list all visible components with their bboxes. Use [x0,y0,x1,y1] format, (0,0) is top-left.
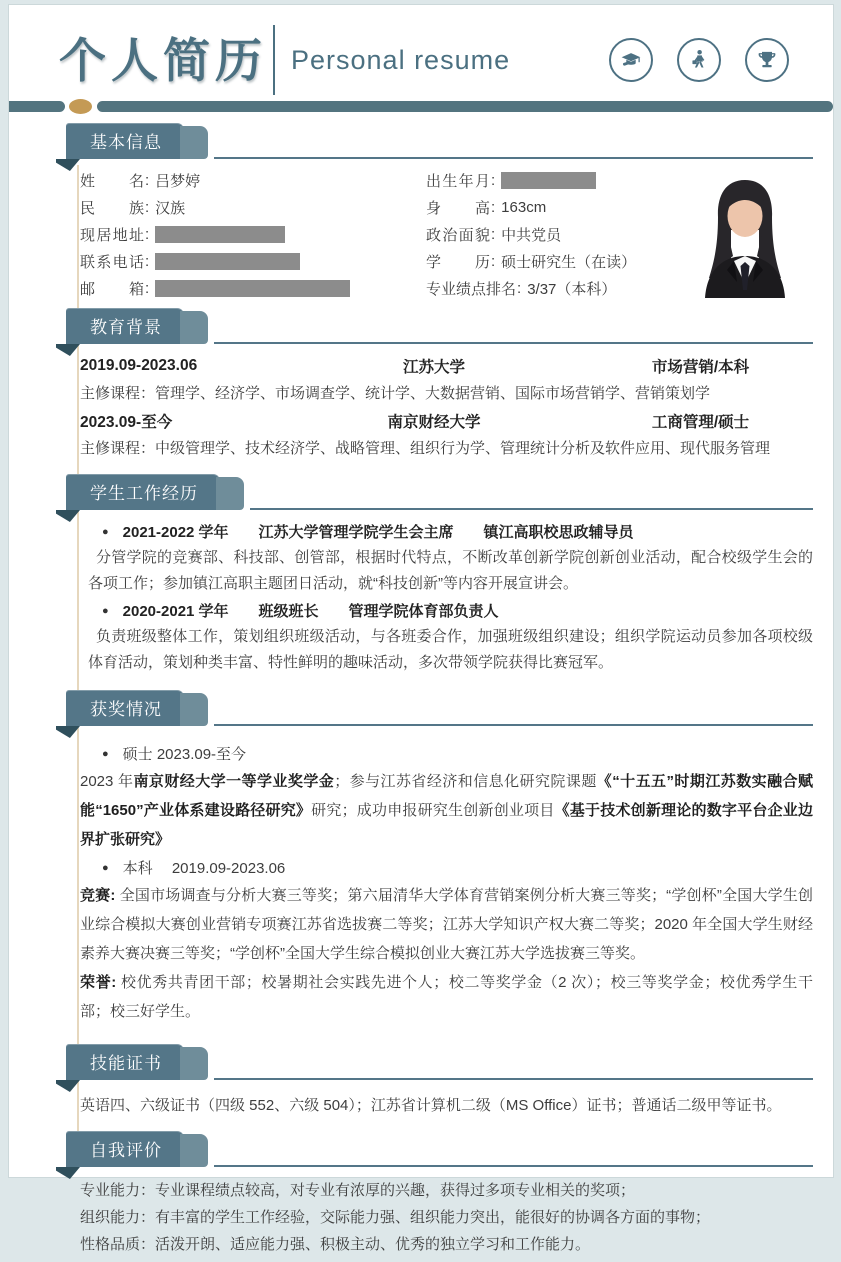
awards-competitions: 竞赛: 全国市场调查与分析大赛三等奖；第六届清华大学体育营销案例分析大赛三等奖；“学创杯”全国大学生创业综合模拟大赛创业营销专项赛江苏省选拔赛二等奖；江苏大学知识产权大赛二等奖；2020 年全国大学生财经素养大赛决赛三等奖；“学创杯”全国大学生综合模拟创业大赛江苏大学选拔赛三等奖。 [80,887,813,962]
resume-page [8,4,834,1253]
education-row [80,407,813,435]
bullet-icon: ● [102,604,109,617]
resume-content [9,123,833,1262]
section-basic-info [66,123,813,306]
name-value: 吕梦婷 [155,173,201,190]
basic-info-left-column [80,167,426,302]
field-email: 邮箱 : [80,275,426,302]
section-rule [214,157,813,159]
education-period: 2023.09-至今 [80,414,173,431]
field-address: 现居地址 : [80,221,426,248]
field-ethnicity: 民族 : 汉族 [80,199,186,217]
field-name: 姓名 : 吕梦婷 [80,172,201,190]
page-subtitle: Personal resume [291,44,511,75]
section-education [66,308,813,466]
section-title-student-work: 学生工作经历 [66,474,220,510]
education-row [80,352,813,380]
education-school: 江苏大学 [402,359,465,376]
gpa-rank-value: 3/37（本科） [527,281,617,298]
education-major: 市场营销/本科 [651,359,750,376]
email-redaction [155,280,350,297]
banner-bar [9,99,833,115]
page-title: 个人简历 [59,33,267,87]
degree-value: 硕士研究生（在读） [501,254,637,271]
awards-master-body: 2023 年南京财经大学一等学业奖学金；参与江苏省经济和信息化研究院课题《“十五五”时期江苏数实融合赋能“1650”产业体系建设路径研究》研究；成功申报研究生创新创业项目《基于技术创新理论的数字平台企业边界扩张研究》 [80,773,813,848]
section-self-evaluation [66,1131,813,1262]
political-status-value: 中共党员 [501,227,562,244]
field-birth-date: 出生年月 : [426,167,691,194]
work-entry-detail: 负责班级整体工作，策划组织班级活动，与各班委合作，加强班级组织建设；组织学院运动员参加各项校级体育活动，策划种类丰富、特性鲜明的趣味活动，多次带领学院获得比赛冠军。 [88,628,813,671]
field-political-status: 政治面貌 : 中共党员 [426,226,562,244]
section-title-basic-info: 基本信息 [66,123,184,159]
title-divider [273,25,275,95]
id-photo [697,170,793,298]
bullet-icon: ● [102,525,109,538]
section-title-awards: 获奖情况 [66,690,184,726]
field-phone: 联系电话 : [80,248,426,275]
work-entry-headline: ● 2021-2022 学年 江苏大学管理学院学生会主席 镇江高职校思政辅导员 [102,524,634,541]
self-evaluation-line: 性格品质：活泼开朗、适应能力强、积极主动、优秀的独立学习和工作能力。 [80,1236,591,1253]
field-gpa-rank: 专业绩点排名 : 3/37（本科） [426,280,617,298]
section-awards [66,690,813,1030]
birth-date-redaction [501,172,596,189]
bullet-icon: ● [102,861,109,874]
section-title-education: 教育背景 [66,308,184,344]
education-courses: 主修课程：中级管理学、技术经济学、战略管理、组织行为学、管理统计分析及软件应用、现代服务管理 [80,440,771,457]
bullet-icon: ● [102,747,109,760]
field-height: 身高 : 163cm [426,199,547,217]
section-rule [214,724,813,726]
work-entry-detail: 分管学院的竞赛部、科技部、创管部，根据时代特点，不断改革创新学院创新创业活动，配合校级学生会的各项工作；参加镇江高职主题团日活动，就“科技创新”等内容开展宣讲会。 [88,549,813,592]
basic-info-right-column [426,167,691,302]
education-period: 2019.09-2023.06 [80,357,198,374]
section-title-certificates: 技能证书 [66,1044,184,1080]
section-rule [250,508,813,510]
businessman-icon [677,38,721,82]
banner-segment-main [97,101,833,112]
self-evaluation-line: 组织能力：有丰富的学生工作经验，交际能力强、组织能力突出，能很好的协调各方面的事物； [80,1209,711,1226]
ethnicity-value: 汉族 [155,200,186,217]
section-rule [214,342,813,344]
work-entry-headline: ● 2020-2021 学年 班级班长 管理学院体育部负责人 [102,603,499,620]
graduation-cap-icon [609,38,653,82]
header-icons [609,38,789,82]
self-evaluation-line: 专业能力：专业课程绩点较高，对专业有浓厚的兴趣，获得过多项专业相关的奖项； [80,1182,636,1199]
awards-bachelor-heading: ● 本科 2019.09-2023.06 [102,860,286,877]
section-certificates [66,1044,813,1123]
section-student-work [66,474,813,680]
page-header [9,5,833,93]
education-school: 南京财经大学 [387,414,481,431]
field-degree: 学历 : 硕士研究生（在读） [426,253,637,271]
section-title-self-evaluation: 自我评价 [66,1131,184,1167]
banner-gold-dot [69,99,92,114]
awards-master-heading: ● 硕士 2023.09-至今 [102,746,247,763]
education-courses: 主修课程：管理学、经济学、市场调查学、统计学、大数据营销、国际市场营销学、营销策划学 [80,385,711,402]
awards-honors: 荣誉: 校优秀共青团干部；校暑期社会实践先进个人；校二等奖学金（2 次）；校三等奖学金；校优秀学生干部；校三好学生。 [80,974,814,1020]
address-redaction [155,226,285,243]
section-rule [214,1078,813,1080]
height-value: 163cm [501,199,547,216]
section-rule [214,1165,813,1167]
phone-redaction [155,253,300,270]
trophy-icon [745,38,789,82]
education-major: 工商管理/硕士 [651,414,750,431]
banner-segment-left [9,101,65,112]
certificates-text: 英语四、六级证书（四级 552、六级 504）；江苏省计算机二级（MS Office）证书；普通话二级甲等证书。 [80,1097,782,1114]
